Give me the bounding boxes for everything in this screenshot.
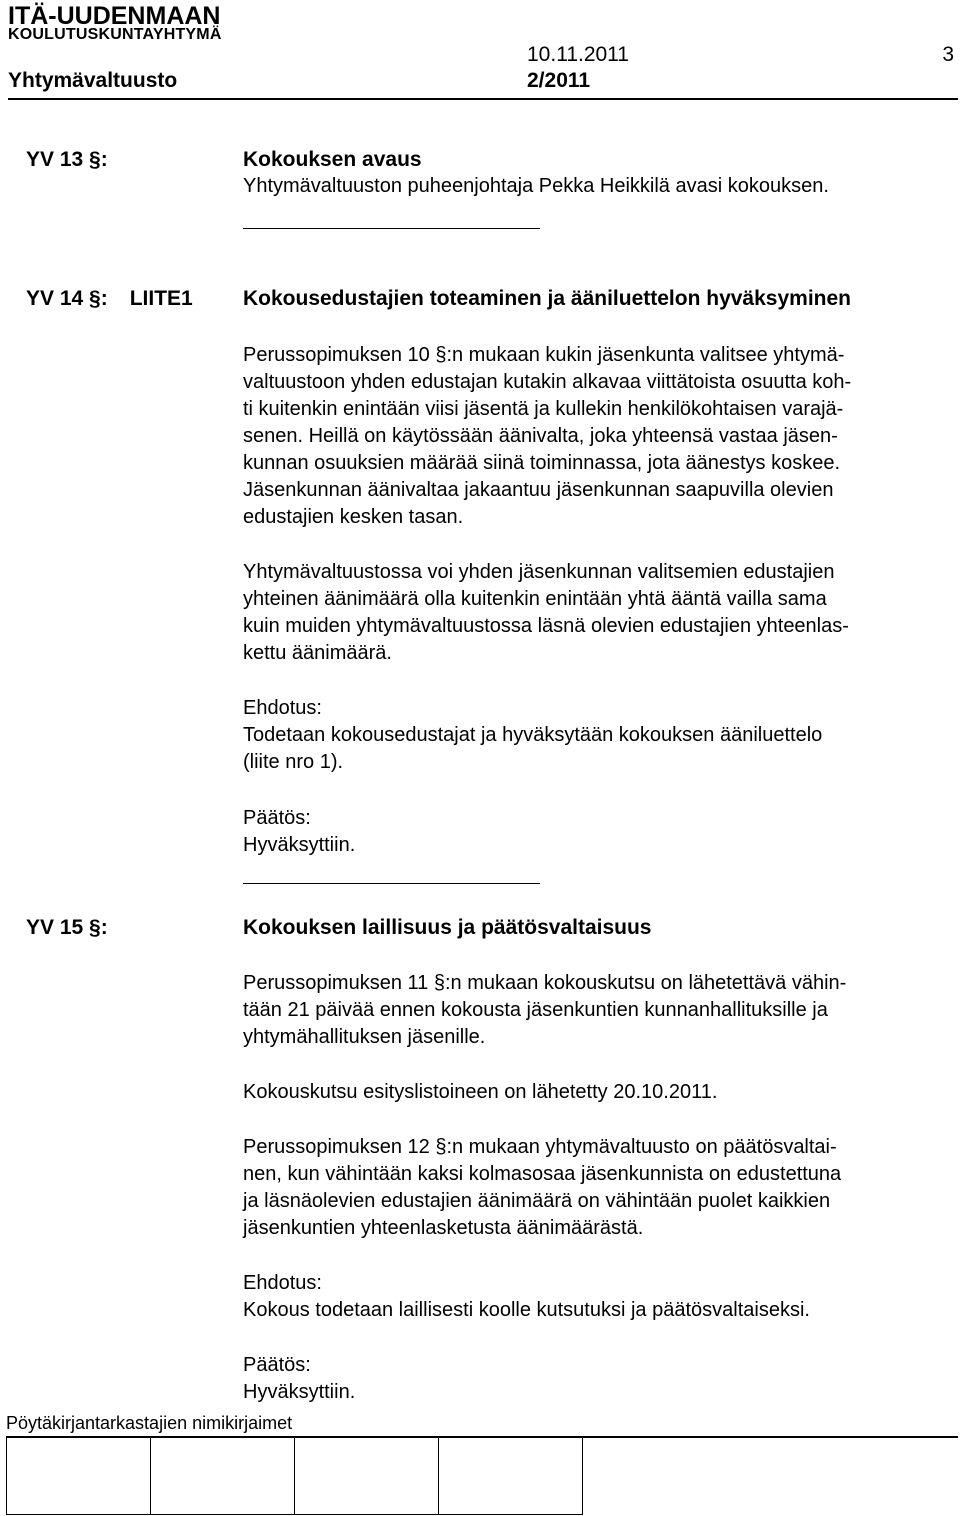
paragraph-yv15-1 [243, 970, 958, 1051]
organization-name: ITÄ-UUDENMAAN [8, 2, 221, 30]
section-intro-yv13 [243, 173, 958, 200]
paragraph-line: edustajien kesken tasan. [243, 506, 464, 528]
initials-box [439, 1438, 583, 1515]
initials-label: Pöytäkirjantarkastajien nimikirjaimet [6, 1413, 293, 1433]
paragraph-line: yhtymähallituksen jäsenille. [243, 1026, 486, 1048]
attachment-reference: LIITE1 [129, 287, 193, 310]
paragraph-line: Yhtymävaltuuston puheenjohtaja Pekka Heikkilä avasi kokouksen. [243, 175, 829, 197]
proposal-label: Ehdotus: [243, 1272, 322, 1294]
paragraph-line: kettu äänimäärä. [243, 642, 392, 664]
initials-box [7, 1438, 151, 1515]
initials-box [151, 1438, 295, 1515]
section-number: YV 13 §: [26, 148, 108, 171]
paragraph-line: jäsenkuntien yhteenlasketusta äänimäärästä. [243, 1217, 644, 1239]
paragraph-line: kunnan osuuksien määrää siinä toiminnassa, jota äänestys koskee. [243, 452, 841, 474]
paragraph-line: Todetaan kokousedustajat ja hyväksytään kokouksen ääniluettelo [243, 724, 823, 746]
decision-yv14 [243, 805, 958, 859]
paragraph-line: Perussopimuksen 11 §:n mukaan kokouskutsu on lähetettävä vähin- [243, 972, 847, 994]
paragraph-yv15-2 [243, 1079, 958, 1106]
section-separator [243, 883, 540, 884]
paragraph-line: nen, kun vähintään kaksi kolmasosaa jäsenkunnista on edustettuna [243, 1163, 842, 1185]
section-number: YV 14 §: [26, 287, 108, 310]
initials-box [295, 1438, 439, 1515]
paragraph-line: yhteinen äänimäärä olla kuitenkin enintään yhtä ääntä vailla sama [243, 588, 827, 610]
paragraph-line: ja läsnäolevien edustajien äänimäärä on vähintään puolet kaikkien [243, 1190, 831, 1212]
section-title-yv14: Kokousedustajien toteaminen ja ääniluettelon hyväksyminen [243, 287, 851, 310]
section-title-yv15: Kokouksen laillisuus ja päätösvaltaisuus [243, 916, 652, 939]
section-label-yv14 [26, 285, 193, 312]
proposal-label: Ehdotus: [243, 697, 322, 719]
paragraph-line: Perussopimuksen 10 §:n mukaan kukin jäsenkunta valitsee yhtymä- [243, 344, 845, 366]
organization-subtitle: KOULUTUSKUNTAYHTYMÄ [8, 26, 222, 43]
paragraph-line: Yhtymävaltuustossa voi yhden jäsenkunnan valitsemien edustajien [243, 561, 835, 583]
header-divider [8, 98, 958, 100]
section-separator [243, 228, 540, 229]
section-label-yv13 [26, 146, 108, 173]
document-body-name: Yhtymävaltuusto [8, 69, 178, 92]
paragraph-line: Kokous todetaan laillisesti koolle kutsutuksi ja päätösvaltaiseksi. [243, 1299, 810, 1321]
paragraph-line: (liite nro 1). [243, 751, 344, 773]
decision-label: Päätös: [243, 807, 311, 829]
decision-text: Hyväksyttiin. [243, 834, 356, 856]
decision-label: Päätös: [243, 1354, 311, 1376]
decision-text: Hyväksyttiin. [243, 1381, 356, 1403]
section-label-yv15 [26, 914, 108, 941]
paragraph-line: ti kuitenkin enintään viisi jäsentä ja kullekin henkilökohtaisen varajä- [243, 398, 844, 420]
page-number: 3 [942, 43, 954, 66]
paragraph-line: kuin muiden yhtymävaltuustossa läsnä olevien edustajien yhteenlas- [243, 615, 849, 637]
proposal-yv14 [243, 695, 958, 776]
paragraph-line: Kokouskutsu esityslistoineen on lähetetty 20.10.2011. [243, 1081, 718, 1103]
paragraph-line: Jäsenkunnan äänivaltaa jakaantuu jäsenkunnan saapuvilla olevien [243, 479, 834, 501]
paragraph-line: tään 21 päivää ennen kokousta jäsenkuntien kunnanhallituksille ja [243, 999, 828, 1021]
paragraph-line: valtuustoon yhden edustajan kutakin alkavaa viittätoista osuutta koh- [243, 371, 852, 393]
paragraph-yv14-1 [243, 342, 958, 531]
paragraph-line: Perussopimuksen 12 §:n mukaan yhtymävaltuusto on päätösvaltai- [243, 1136, 837, 1158]
decision-yv15 [243, 1352, 958, 1406]
section-title-yv13: Kokouksen avaus [243, 148, 422, 171]
paragraph-yv15-3 [243, 1134, 958, 1242]
initials-boxes [6, 1437, 583, 1515]
paragraph-line: senen. Heillä on käytössään äänivalta, joka yhteensä vastaa jäsen- [243, 425, 838, 447]
paragraph-yv14-2 [243, 559, 958, 667]
meeting-number: 2/2011 [527, 69, 591, 92]
section-number: YV 15 §: [26, 916, 108, 939]
meeting-date: 10.11.2011 [527, 43, 629, 66]
proposal-yv15 [243, 1270, 958, 1324]
